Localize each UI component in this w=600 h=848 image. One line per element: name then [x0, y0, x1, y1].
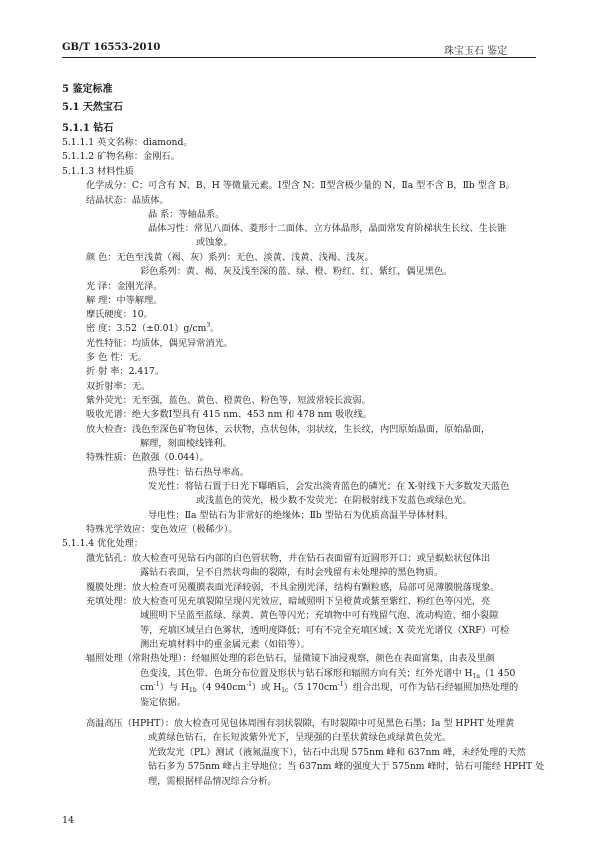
irr2-sup3: -1 — [337, 681, 344, 688]
color-line: 颜 色：无色至浅黄（褐、灰）系列：无色、淡黄、浅黄、浅褐、浅灰。 — [86, 252, 374, 263]
density-text: 密 度：3.52（±0.01）g/cm — [86, 323, 207, 334]
optical-character-line: 光性特征：均质体，偶见异常消光。 — [86, 338, 233, 349]
hpht-pl-cont-2: 理，需根据样品情况综合分析。 — [148, 776, 277, 787]
header-title: 珠宝玉石 鉴定 — [444, 46, 508, 57]
irradiation-text-a: 色变浅，其色带、色斑分布位置及形状与钻石琢形和辐照方向有关；红外光谱中 H — [140, 668, 473, 679]
hpht-pl-cont-1: 钻石多为 575nm 峰占主导地位；当 637nm 峰的强度大于 575nm 峰时，钻石可能经 HPHT 处 — [148, 761, 545, 772]
treatments-heading: 5.1.1.4 优化处理： — [62, 538, 144, 549]
cleavage-line: 解 理：中等解理。 — [86, 295, 163, 306]
irr2-e: （5 170cm — [288, 682, 338, 693]
english-name-line: 5.1.1.1 英文名称：diamond。 — [62, 137, 193, 148]
irr2-sup2: -1 — [246, 681, 252, 688]
irradiation-cont-2 — [140, 682, 518, 694]
hardness-line: 摩氏硬度：10。 — [86, 309, 153, 320]
refractive-index-line: 折 射 率：2.417。 — [86, 366, 165, 377]
irr2-sub2: 1c — [281, 687, 289, 694]
irr2-f: ）组合出现，可作为钻石经辐照加热处理的 — [343, 682, 519, 693]
page-number: 14 — [62, 815, 75, 826]
laser-drilling-line: 激光钻孔：放大检查可见钻石内部的白色管状物，并在钻石表面留有近圆形开口；或呈蜈蚣状包体出 — [86, 553, 491, 564]
luminescence-cont: 或浅蓝色的荧光，极少数不发荧光；在阴极射线下发蓝色或绿色光。 — [196, 495, 472, 506]
section-5-1-1-heading: 5.1.1 钻石 — [62, 123, 114, 134]
thermal-conductivity-line: 热导性：钻石热导率高。 — [148, 467, 250, 478]
irr2-d: ）或 H — [251, 682, 282, 693]
hpht-line: 高温高压（HPHT）：放大检查可见包体周围有羽状裂隙，有时裂隙中可见黑色石墨；Ⅰa 型 HPHT 处理黄 — [86, 718, 515, 729]
optical-effect-line: 特殊光学效应：变色效应（极稀少）。 — [86, 524, 238, 535]
irradiation-cont-1 — [140, 668, 515, 680]
uv-fluorescence-line: 紫外荧光：无至强，蓝色、黄色、橙黄色、粉色等，短波常较长波弱。 — [86, 395, 371, 406]
birefringence-line: 双折射率：无。 — [86, 381, 151, 392]
coating-line: 覆膜处理：放大检查可见覆膜表面光泽较弱，不具金刚光泽，结构有颗粒感，局部可见薄膜脱落现象。 — [86, 582, 500, 593]
luster-line: 光 泽：金刚光泽。 — [86, 281, 163, 292]
color-series-line: 彩色系列：黄、褐、灰及浅至深的蓝、绿、橙、粉红、红、紫红，偶见黑色。 — [140, 266, 453, 277]
special-properties-line: 特殊性质：色散强（0.044）。 — [86, 452, 209, 463]
density-exponent: 3 — [206, 322, 211, 329]
pleochroism-line: 多 色 性：无。 — [86, 352, 147, 363]
luminescence-line: 发光性：将钻石置于日光下曝晒后，会发出淡青蓝色的磷光；在 X-射线下大多数发天蓝色 — [148, 481, 510, 492]
conductivity-line: 导电性：Ⅱa 型钻石为非常好的绝缘体；Ⅱb 型钻石为优质高温半导体材料。 — [148, 510, 454, 521]
standard-number: GB/T 16553-2010 — [62, 42, 161, 53]
irr2-c: （4 940cm — [196, 682, 247, 693]
irr2-sub1: 1b — [189, 687, 197, 694]
material-properties-heading: 5.1.1.3 材料性质 — [62, 166, 134, 177]
filling-cont-1: 域照明下呈蓝至蓝绿、绿黄、黄色等闪光；充填物中可有残留气泡、流动构造、细小裂隙 — [140, 610, 499, 621]
laser-drilling-cont: 露钻石表面，呈不自然状弯曲的裂隙，有时会残留有未处理掉的黑色物质。 — [140, 567, 444, 578]
crystal-state-line: 结晶状态：晶质体。 — [86, 195, 169, 206]
irradiation-text-b: （1 450 — [479, 668, 516, 679]
mineral-name-line: 5.1.1.2 矿物名称：金刚石。 — [62, 151, 180, 162]
filling-cont-3: 测出充填材料中的重金属元素（如铅等）。 — [140, 639, 310, 650]
section-5-heading: 5 鉴定标准 — [62, 84, 113, 95]
irradiation-cont-3: 鉴定依据。 — [140, 697, 186, 708]
chemical-composition-line: 化学成分：C；可含有 N、B、H 等微量元素。Ⅰ型含 N；Ⅱ型含极少量的 N，Ⅱa 型不含 B，Ⅱb 型含 B。 — [86, 180, 515, 191]
hpht-cont-1: 或黄绿色钻石，在长短波紫外光下，呈现强的白垩状黄绿色或绿黄色荧光。 — [148, 732, 452, 743]
crystal-habit-cont: 或蚀象。 — [196, 237, 233, 248]
magnification-line: 放大检查：浅色至深色矿物包体，云状物，点状包体，羽状纹，生长纹，内凹原始晶面，原始晶面， — [86, 424, 491, 435]
filling-line: 充填处理：放大检查可见充填裂隙呈现闪光效应，暗域照明下呈橙黄或紫至紫红、粉红色等闪光，亮 — [86, 596, 491, 607]
section-5-1-heading: 5.1 天然宝石 — [62, 102, 123, 113]
crystal-habit-line: 晶体习性：常见八面体、菱形十二面体、立方体晶形，晶面常发育阶梯状生长纹、生长锥 — [148, 223, 507, 234]
density-end: 。 — [210, 323, 220, 334]
irr2-a: cm — [140, 682, 154, 693]
crystal-system-line: 晶 系：等轴晶系。 — [148, 209, 225, 220]
irradiation-line: 辐照处理（常附热处理）：经辐照处理的彩色钻石，显微镜下油浸观察，颜色在表面富集，由表及里颜 — [86, 653, 495, 664]
hpht-pl-line: 光致发光（PL）测试（液氮温度下），钻石中出现 575nm 峰和 637nm 峰，未经处理的天然 — [148, 747, 526, 758]
irr2-b: ）与 H — [159, 682, 190, 693]
filling-cont-2: 等，充填区域呈白色雾状，透明度降低；可有不完全充填区域；X 荧光光谱仪（XRF）可检 — [140, 625, 510, 636]
density-line — [86, 323, 219, 335]
header-rule — [62, 57, 536, 58]
h1a-subscript: 1a — [472, 673, 480, 680]
irr2-sup1: -1 — [153, 681, 160, 688]
magnification-cont: 解理，刻面棱线锋利。 — [140, 438, 232, 449]
absorption-spectrum-line: 吸收光谱：绝大多数Ⅰ型具有 415 nm、453 nm 和 478 nm 吸收线。 — [86, 409, 372, 420]
